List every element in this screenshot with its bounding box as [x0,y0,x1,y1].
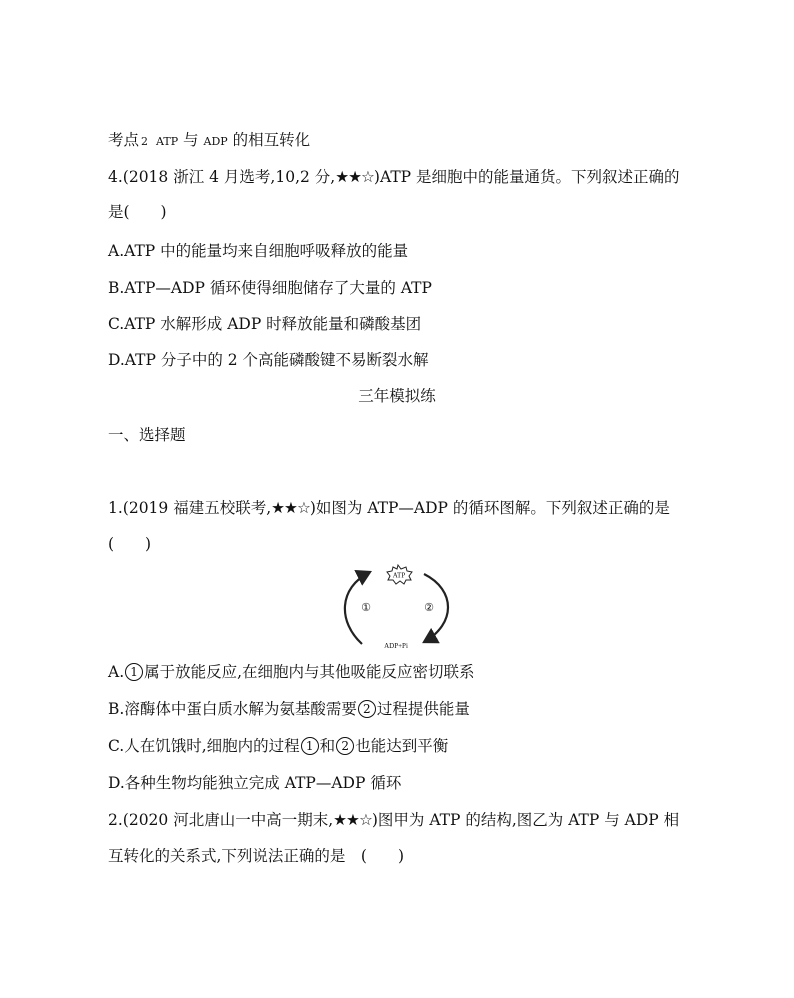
q1-stem-line2: ( ) [108,535,152,553]
circled-1-icon: 1 [301,737,319,755]
q1-option-a [108,661,475,683]
q1-stars-filled: ★★ [271,499,297,517]
diagram-process-1-label: ① [361,601,371,614]
topic-adp: ADP [203,135,228,148]
q1-option-d: D.各种生物均能独立完成 ATP—ADP 循环 [108,774,402,792]
q4-option-a: A.ATP 中的能量均来自细胞呼吸释放的能量 [108,242,409,260]
difficulty-stars-icon [333,811,372,829]
circled-2-icon: 2 [358,700,376,718]
q1-option-b-text: 过程提供能量 [376,700,470,718]
q1-option-c [108,735,448,757]
q1-option-a-prefix: A. [108,663,125,681]
q2-stem-line2: 互转化的关系式,下列说法正确的是 ( ) [108,847,405,865]
q4-stem-line1 [108,166,680,188]
diagram-atp-label: ATP [392,571,406,580]
q1-stem-rest: )如图为 ATP—ADP 的循环图解。下列叙述正确的是 [309,499,670,517]
diagram-adp-label: ADP+Pi [384,642,408,650]
q4-option-b: B.ATP—ADP 循环使得细胞储存了大量的 ATP [108,279,432,297]
topic-prefix: 考点 [108,131,140,149]
q2-stem-line1 [108,809,679,831]
atp-adp-cycle-diagram [340,562,455,652]
q1-pre-stars: 1.(2019 福建五校联考, [108,499,272,517]
q4-option-c: C.ATP 水解形成 ADP 时释放能量和磷酸基团 [108,315,422,333]
q2-stars-filled: ★★ [333,811,359,829]
q4-stem-rest: )ATP 是细胞中的能量通货。下列叙述正确的 [373,168,680,186]
q2-stem-rest: )图甲为 ATP 的结构,图乙为 ATP 与 ADP 相 [371,811,680,829]
q1-option-b-prefix: B.溶酶体中蛋白质水解为氨基酸需要 [108,700,357,718]
section-title: 三年模拟练 [358,387,436,405]
q1-option-c-prefix: C.人在饥饿时,细胞内的过程 [108,737,300,755]
q4-stars-filled: ★★ [335,168,362,186]
q2-pre-stars: 2.(2020 河北唐山一中高一期末, [108,811,334,829]
difficulty-stars-icon [335,168,374,186]
circled-2-icon: 2 [336,737,354,755]
q4-option-d: D.ATP 分子中的 2 个高能磷酸键不易断裂水解 [108,351,429,369]
topic-atp: ATP [156,135,179,148]
q1-option-c-text: 也能达到平衡 [355,737,449,755]
topic-number: 2 [141,135,149,148]
q1-stars-empty: ☆ [296,499,310,517]
q1-option-c-mid: 和 [319,737,336,755]
topic-yu: 与 [183,131,199,149]
q1-stem-line1 [108,497,670,519]
section-subtitle: 一、选择题 [108,426,186,444]
q1-option-a-text: 属于放能反应,在细胞内与其他吸能反应密切联系 [144,663,475,681]
diagram-process-2-label: ② [424,601,434,614]
topic-heading [108,129,310,153]
q4-stars-empty: ☆ [361,168,374,186]
q1-option-b [108,698,470,720]
q4-stem-line2: 是( ) [108,203,167,221]
circled-1-icon: 1 [125,663,143,681]
difficulty-stars-icon [271,499,310,517]
q2-stars-empty: ☆ [358,811,372,829]
topic-rest: 的相互转化 [232,131,311,149]
q4-pre-stars: 4.(2018 浙江 4 月选考,10,2 分, [108,168,336,186]
